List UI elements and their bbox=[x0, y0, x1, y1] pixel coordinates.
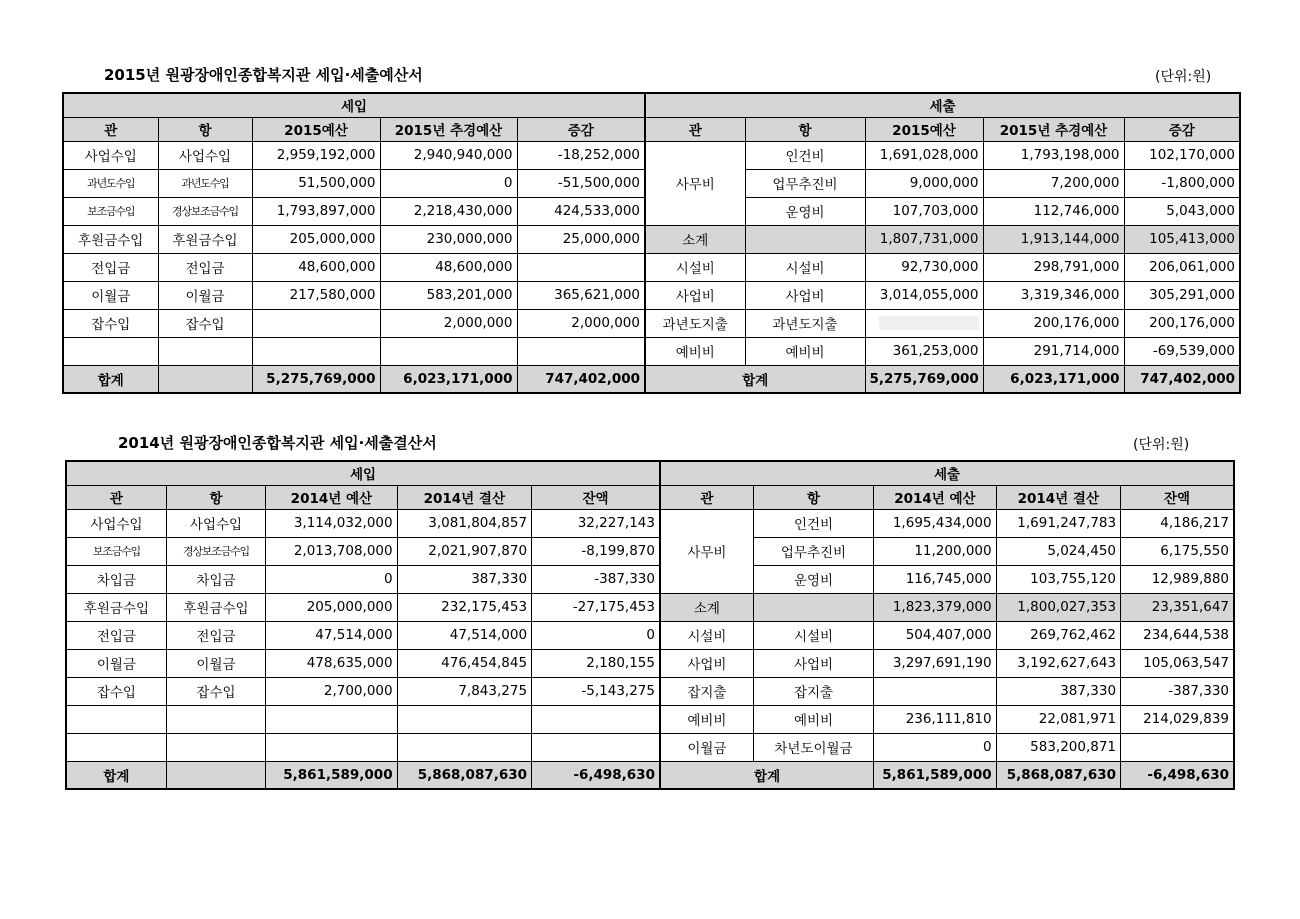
expense-balance: 214,029,839 bbox=[1121, 705, 1234, 733]
income-hang: 사업수입 bbox=[158, 141, 252, 169]
income-balance bbox=[532, 705, 660, 733]
income-budget bbox=[266, 733, 397, 761]
income-balance: -27,175,453 bbox=[532, 593, 660, 621]
income-gwan: 이월금 bbox=[66, 649, 166, 677]
table-row bbox=[66, 733, 1234, 761]
income-hang: 이월금 bbox=[166, 649, 265, 677]
col-header-change: 증감 bbox=[1124, 117, 1240, 141]
col-header-settlement: 2014년 결산 bbox=[397, 485, 531, 509]
expense-gwan: 사업비 bbox=[660, 649, 753, 677]
expense-balance: 105,063,547 bbox=[1121, 649, 1234, 677]
col-header-balance: 잔액 bbox=[532, 485, 660, 509]
expense-budget: 9,000,000 bbox=[865, 169, 983, 197]
redacted-block bbox=[879, 316, 979, 330]
total-row bbox=[63, 365, 1240, 393]
col-header-hang: 항 bbox=[753, 485, 873, 509]
table-row bbox=[66, 621, 1234, 649]
income-balance: 32,227,143 bbox=[532, 509, 660, 537]
expense-hang: 운영비 bbox=[745, 197, 865, 225]
expense-budget: 107,703,000 bbox=[865, 197, 983, 225]
expense-gwan: 사업비 bbox=[645, 281, 745, 309]
table-row bbox=[66, 705, 1234, 733]
income-revised: 2,000,000 bbox=[380, 309, 517, 337]
expense-settlement: 583,200,871 bbox=[996, 733, 1120, 761]
expense-change: 305,291,000 bbox=[1124, 281, 1240, 309]
col-header-hang: 항 bbox=[745, 117, 865, 141]
expense-gwan: 예비비 bbox=[645, 337, 745, 365]
income-budget: 478,635,000 bbox=[266, 649, 397, 677]
income-section-header: 세입 bbox=[66, 461, 660, 485]
expense-hang: 과년도지출 bbox=[745, 309, 865, 337]
col-header-hang: 항 bbox=[166, 485, 265, 509]
income-balance: -387,330 bbox=[532, 565, 660, 593]
income-budget: 2,013,708,000 bbox=[266, 537, 397, 565]
income-total-blank bbox=[166, 761, 265, 789]
expense-budget: 116,745,000 bbox=[874, 565, 996, 593]
income-hang: 사업수입 bbox=[166, 509, 265, 537]
income-budget: 3,114,032,000 bbox=[266, 509, 397, 537]
expense-gwan: 과년도지출 bbox=[645, 309, 745, 337]
expense-total-label: 합계 bbox=[660, 761, 874, 789]
income-hang: 경상보조금수입 bbox=[166, 537, 265, 565]
income-total-change: 747,402,000 bbox=[517, 365, 645, 393]
income-gwan: 이월금 bbox=[63, 281, 158, 309]
income-balance: -5,143,275 bbox=[532, 677, 660, 705]
income-hang: 후원금수입 bbox=[158, 225, 252, 253]
income-hang: 후원금수입 bbox=[166, 593, 265, 621]
income-revised: 2,940,940,000 bbox=[380, 141, 517, 169]
income-settlement: 232,175,453 bbox=[397, 593, 531, 621]
income-section-header: 세입 bbox=[63, 93, 645, 117]
table-row bbox=[66, 565, 1234, 593]
income-gwan: 사업수입 bbox=[63, 141, 158, 169]
income-budget: 48,600,000 bbox=[252, 253, 380, 281]
income-budget bbox=[252, 337, 380, 365]
income-gwan: 보조금수입 bbox=[66, 537, 166, 565]
income-balance: 0 bbox=[532, 621, 660, 649]
expense-hang: 차년도이월금 bbox=[753, 733, 873, 761]
income-change bbox=[517, 253, 645, 281]
income-gwan: 전입금 bbox=[66, 621, 166, 649]
expense-gwan: 이월금 bbox=[660, 733, 753, 761]
expense-gwan: 잡지출 bbox=[660, 677, 753, 705]
expense-hang: 사업비 bbox=[745, 281, 865, 309]
expense-revised: 7,200,000 bbox=[983, 169, 1124, 197]
income-gwan: 후원금수입 bbox=[63, 225, 158, 253]
income-revised bbox=[380, 337, 517, 365]
income-settlement: 476,454,845 bbox=[397, 649, 531, 677]
col-header-hang: 항 bbox=[158, 117, 252, 141]
income-budget: 2,700,000 bbox=[266, 677, 397, 705]
expense-settlement: 1,691,247,783 bbox=[996, 509, 1120, 537]
expense-settlement: 3,192,627,643 bbox=[996, 649, 1120, 677]
doc1-title: 2015년 원광장애인종합복지관 세입·세출예산서 bbox=[104, 66, 423, 84]
expense-revised: 112,746,000 bbox=[983, 197, 1124, 225]
income-hang: 경상보조금수입 bbox=[158, 197, 252, 225]
expense-total-budget: 5,275,769,000 bbox=[865, 365, 983, 393]
expense-budget: 361,253,000 bbox=[865, 337, 983, 365]
expense-subtotal-label: 소계 bbox=[660, 593, 753, 621]
income-settlement: 7,843,275 bbox=[397, 677, 531, 705]
expense-revised: 291,714,000 bbox=[983, 337, 1124, 365]
income-gwan: 보조금수입 bbox=[63, 197, 158, 225]
expense-change: 200,176,000 bbox=[1124, 309, 1240, 337]
income-total-label: 합계 bbox=[63, 365, 158, 393]
income-gwan: 전입금 bbox=[63, 253, 158, 281]
income-revised: 230,000,000 bbox=[380, 225, 517, 253]
expense-total-balance: -6,498,630 bbox=[1121, 761, 1234, 789]
income-balance: 2,180,155 bbox=[532, 649, 660, 677]
income-budget: 0 bbox=[266, 565, 397, 593]
expense-subtotal-blank bbox=[745, 225, 865, 253]
expense-revised: 1,793,198,000 bbox=[983, 141, 1124, 169]
income-total-label: 합계 bbox=[66, 761, 166, 789]
expense-budget: 92,730,000 bbox=[865, 253, 983, 281]
doc1-budget-table bbox=[62, 92, 1241, 394]
income-hang: 전입금 bbox=[166, 621, 265, 649]
expense-settlement: 5,024,450 bbox=[996, 537, 1120, 565]
expense-gwan: 예비비 bbox=[660, 705, 753, 733]
income-total-budget: 5,275,769,000 bbox=[252, 365, 380, 393]
expense-settlement: 103,755,120 bbox=[996, 565, 1120, 593]
table-row bbox=[63, 337, 1240, 365]
income-budget bbox=[266, 705, 397, 733]
col-header-gwan: 관 bbox=[66, 485, 166, 509]
expense-revised: 3,319,346,000 bbox=[983, 281, 1124, 309]
expense-budget-redacted bbox=[865, 309, 983, 337]
income-gwan: 사업수입 bbox=[66, 509, 166, 537]
expense-subtotal-balance: 23,351,647 bbox=[1121, 593, 1234, 621]
table-row bbox=[63, 225, 1240, 253]
expense-gwan: 시설비 bbox=[645, 253, 745, 281]
table-row bbox=[66, 509, 1234, 537]
table-row bbox=[63, 253, 1240, 281]
table-row bbox=[66, 649, 1234, 677]
income-change: 424,533,000 bbox=[517, 197, 645, 225]
expense-subtotal-budget: 1,823,379,000 bbox=[874, 593, 996, 621]
expense-change: -69,539,000 bbox=[1124, 337, 1240, 365]
expense-total-change: 747,402,000 bbox=[1124, 365, 1240, 393]
income-budget: 205,000,000 bbox=[266, 593, 397, 621]
col-header-settlement: 2014년 결산 bbox=[996, 485, 1120, 509]
expense-hang: 사업비 bbox=[753, 649, 873, 677]
income-budget: 205,000,000 bbox=[252, 225, 380, 253]
income-change: -18,252,000 bbox=[517, 141, 645, 169]
col-header-budget: 2014년 예산 bbox=[266, 485, 397, 509]
col-header-gwan: 관 bbox=[645, 117, 745, 141]
expense-subtotal-change: 105,413,000 bbox=[1124, 225, 1240, 253]
expense-change: -1,800,000 bbox=[1124, 169, 1240, 197]
expense-hang: 잡지출 bbox=[753, 677, 873, 705]
income-budget: 2,959,192,000 bbox=[252, 141, 380, 169]
table-row bbox=[63, 281, 1240, 309]
expense-gwan: 시설비 bbox=[660, 621, 753, 649]
expense-change: 206,061,000 bbox=[1124, 253, 1240, 281]
doc1-unit-label: (단위:원) bbox=[1155, 69, 1212, 85]
doc2-title: 2014년 원광장애인종합복지관 세입·세출결산서 bbox=[118, 434, 437, 452]
expense-hang: 인건비 bbox=[753, 509, 873, 537]
col-header-budget: 2015예산 bbox=[865, 117, 983, 141]
income-settlement bbox=[397, 705, 531, 733]
income-gwan: 잡수입 bbox=[66, 677, 166, 705]
expense-revised: 298,791,000 bbox=[983, 253, 1124, 281]
income-revised: 583,201,000 bbox=[380, 281, 517, 309]
expense-balance bbox=[1121, 733, 1234, 761]
col-header-balance: 잔액 bbox=[1121, 485, 1234, 509]
expense-budget: 1,695,434,000 bbox=[874, 509, 996, 537]
expense-hang: 시설비 bbox=[753, 621, 873, 649]
expense-subtotal-budget: 1,807,731,000 bbox=[865, 225, 983, 253]
total-row bbox=[66, 761, 1234, 789]
expense-group-office: 사무비 bbox=[660, 509, 753, 593]
expense-budget: 3,297,691,190 bbox=[874, 649, 996, 677]
col-header-revised-budget: 2015년 추경예산 bbox=[380, 117, 517, 141]
income-hang bbox=[158, 337, 252, 365]
table-row bbox=[66, 593, 1234, 621]
expense-hang: 업무추진비 bbox=[745, 169, 865, 197]
income-revised: 0 bbox=[380, 169, 517, 197]
income-gwan bbox=[63, 337, 158, 365]
income-change: -51,500,000 bbox=[517, 169, 645, 197]
expense-section-header: 세출 bbox=[645, 93, 1240, 117]
expense-change: 102,170,000 bbox=[1124, 141, 1240, 169]
table-row bbox=[63, 141, 1240, 169]
income-balance bbox=[532, 733, 660, 761]
table-row bbox=[66, 677, 1234, 705]
doc2-settlement-table bbox=[65, 460, 1235, 790]
expense-subtotal-label: 소계 bbox=[645, 225, 745, 253]
income-change: 25,000,000 bbox=[517, 225, 645, 253]
income-hang: 잡수입 bbox=[166, 677, 265, 705]
income-total-revised: 6,023,171,000 bbox=[380, 365, 517, 393]
income-total-blank bbox=[158, 365, 252, 393]
col-header-budget: 2014년 예산 bbox=[874, 485, 996, 509]
income-gwan bbox=[66, 733, 166, 761]
col-header-gwan: 관 bbox=[63, 117, 158, 141]
expense-hang: 예비비 bbox=[753, 705, 873, 733]
income-settlement: 47,514,000 bbox=[397, 621, 531, 649]
expense-settlement: 269,762,462 bbox=[996, 621, 1120, 649]
income-settlement: 2,021,907,870 bbox=[397, 537, 531, 565]
expense-budget: 3,014,055,000 bbox=[865, 281, 983, 309]
expense-budget: 0 bbox=[874, 733, 996, 761]
expense-total-settlement: 5,868,087,630 bbox=[996, 761, 1120, 789]
expense-group-office: 사무비 bbox=[645, 141, 745, 225]
table-row bbox=[66, 537, 1234, 565]
expense-subtotal-blank bbox=[753, 593, 873, 621]
income-gwan: 후원금수입 bbox=[66, 593, 166, 621]
income-hang: 과년도수입 bbox=[158, 169, 252, 197]
expense-total-label: 합계 bbox=[645, 365, 865, 393]
expense-budget: 1,691,028,000 bbox=[865, 141, 983, 169]
expense-total-revised: 6,023,171,000 bbox=[983, 365, 1124, 393]
income-gwan: 과년도수입 bbox=[63, 169, 158, 197]
expense-hang: 예비비 bbox=[745, 337, 865, 365]
expense-balance: 12,989,880 bbox=[1121, 565, 1234, 593]
income-budget: 1,793,897,000 bbox=[252, 197, 380, 225]
income-total-settlement: 5,868,087,630 bbox=[397, 761, 531, 789]
expense-budget: 11,200,000 bbox=[874, 537, 996, 565]
income-total-balance: -6,498,630 bbox=[532, 761, 660, 789]
income-revised: 48,600,000 bbox=[380, 253, 517, 281]
expense-budget bbox=[874, 677, 996, 705]
income-budget: 47,514,000 bbox=[266, 621, 397, 649]
income-budget bbox=[252, 309, 380, 337]
income-gwan bbox=[66, 705, 166, 733]
income-budget: 51,500,000 bbox=[252, 169, 380, 197]
expense-change: 5,043,000 bbox=[1124, 197, 1240, 225]
income-hang: 잡수입 bbox=[158, 309, 252, 337]
income-hang bbox=[166, 733, 265, 761]
expense-settlement: 22,081,971 bbox=[996, 705, 1120, 733]
income-settlement: 3,081,804,857 bbox=[397, 509, 531, 537]
col-header-change: 증감 bbox=[517, 117, 645, 141]
table-row bbox=[63, 309, 1240, 337]
col-header-budget: 2015예산 bbox=[252, 117, 380, 141]
expense-balance: 234,644,538 bbox=[1121, 621, 1234, 649]
income-hang: 이월금 bbox=[158, 281, 252, 309]
expense-hang: 업무추진비 bbox=[753, 537, 873, 565]
income-settlement bbox=[397, 733, 531, 761]
expense-revised: 200,176,000 bbox=[983, 309, 1124, 337]
expense-balance: -387,330 bbox=[1121, 677, 1234, 705]
expense-settlement: 387,330 bbox=[996, 677, 1120, 705]
col-header-gwan: 관 bbox=[660, 485, 753, 509]
income-hang: 전입금 bbox=[158, 253, 252, 281]
income-balance: -8,199,870 bbox=[532, 537, 660, 565]
expense-balance: 4,186,217 bbox=[1121, 509, 1234, 537]
col-header-revised-budget: 2015년 추경예산 bbox=[983, 117, 1124, 141]
income-change: 2,000,000 bbox=[517, 309, 645, 337]
income-settlement: 387,330 bbox=[397, 565, 531, 593]
expense-hang: 운영비 bbox=[753, 565, 873, 593]
income-change bbox=[517, 337, 645, 365]
income-hang bbox=[166, 705, 265, 733]
expense-subtotal-revised: 1,913,144,000 bbox=[983, 225, 1124, 253]
expense-balance: 6,175,550 bbox=[1121, 537, 1234, 565]
doc2-unit-label: (단위:원) bbox=[1133, 437, 1190, 453]
expense-subtotal-settlement: 1,800,027,353 bbox=[996, 593, 1120, 621]
expense-hang: 인건비 bbox=[745, 141, 865, 169]
income-budget: 217,580,000 bbox=[252, 281, 380, 309]
income-total-budget: 5,861,589,000 bbox=[266, 761, 397, 789]
expense-budget: 504,407,000 bbox=[874, 621, 996, 649]
expense-section-header: 세출 bbox=[660, 461, 1234, 485]
income-revised: 2,218,430,000 bbox=[380, 197, 517, 225]
income-change: 365,621,000 bbox=[517, 281, 645, 309]
expense-total-budget: 5,861,589,000 bbox=[874, 761, 996, 789]
expense-budget: 236,111,810 bbox=[874, 705, 996, 733]
income-hang: 차입금 bbox=[166, 565, 265, 593]
expense-hang: 시설비 bbox=[745, 253, 865, 281]
income-gwan: 잡수입 bbox=[63, 309, 158, 337]
income-gwan: 차입금 bbox=[66, 565, 166, 593]
